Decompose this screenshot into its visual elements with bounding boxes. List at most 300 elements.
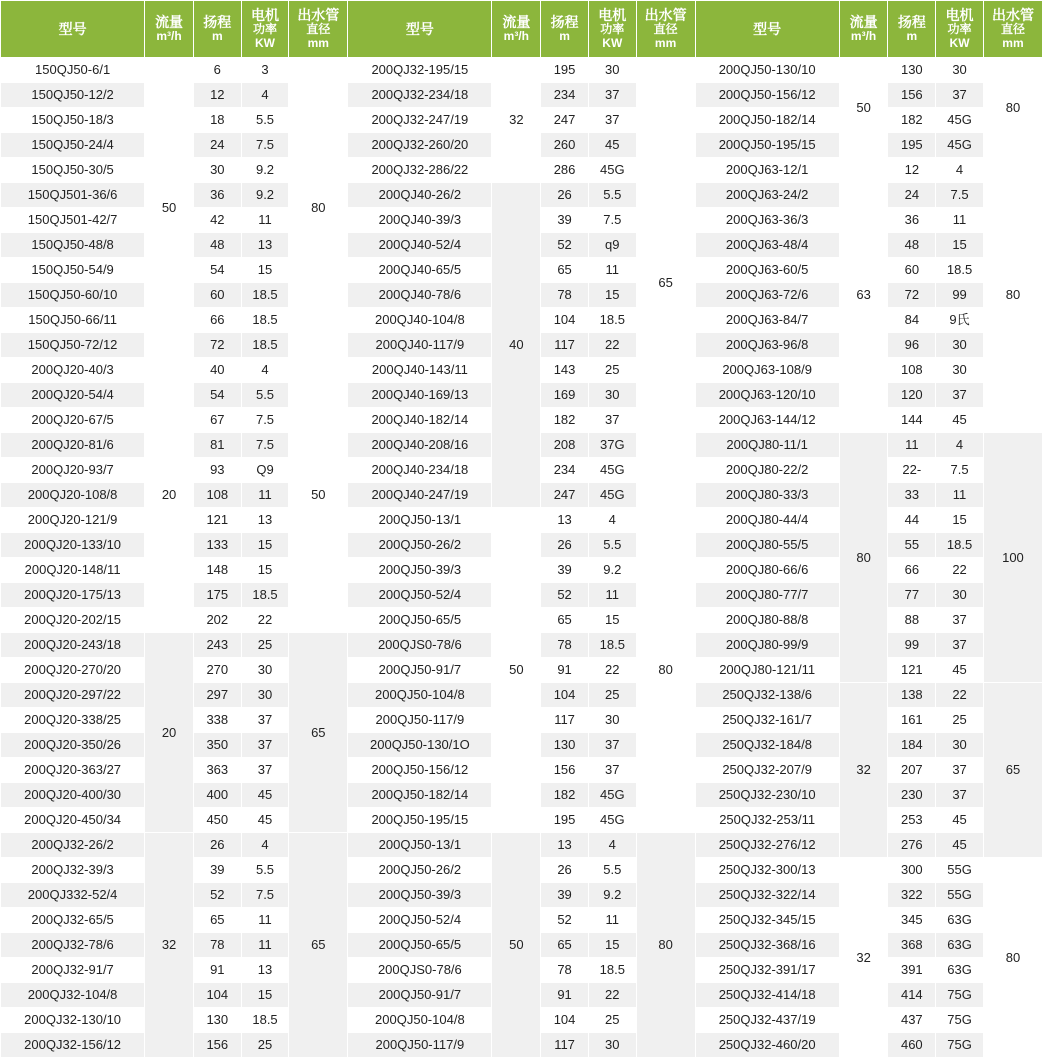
cell-model: 150QJ50-18/3 [1, 108, 145, 133]
cell-head: 368 [888, 933, 936, 958]
header-dia-1-unit: mm [307, 36, 329, 51]
cell-head: 345 [888, 908, 936, 933]
cell-power: 22 [588, 658, 636, 683]
cell-power: 18.5 [241, 1008, 289, 1033]
cell-head: 156 [193, 1033, 241, 1058]
cell-model: 200QJ40-39/3 [348, 208, 492, 233]
cell-power: 7.5 [241, 433, 289, 458]
cell-diameter: 65 [636, 58, 695, 508]
cell-power: 25 [588, 683, 636, 708]
cell-power: 18.5 [241, 308, 289, 333]
cell-power: 37G [588, 433, 636, 458]
table-body [1, 58, 1043, 1058]
cell-head: 156 [888, 83, 936, 108]
table-header [1, 1, 1043, 58]
cell-power: 7.5 [588, 208, 636, 233]
cell-model: 200QJ20-350/26 [1, 733, 145, 758]
cell-model: 250QJ32-437/19 [695, 1008, 839, 1033]
cell-diameter: 80 [983, 158, 1042, 433]
cell-model: 250QJ32-207/9 [695, 758, 839, 783]
cell-model: 200QJ50-13/1 [348, 508, 492, 533]
cell-model: 200QJ20-67/5 [1, 408, 145, 433]
cell-model: 200QJ32-104/8 [1, 983, 145, 1008]
cell-power: 45 [936, 808, 984, 833]
cell-head: 270 [193, 658, 241, 683]
cell-head: 195 [541, 58, 589, 83]
header-model-2 [348, 1, 492, 58]
cell-flow: 50 [492, 508, 541, 833]
header-model-3 [695, 1, 839, 58]
cell-model: 200QJ50-26/2 [348, 533, 492, 558]
cell-flow: 20 [145, 358, 194, 633]
cell-power: 55G [936, 883, 984, 908]
cell-head: 52 [193, 883, 241, 908]
cell-power: 13 [241, 958, 289, 983]
cell-power: 37 [936, 383, 984, 408]
cell-head: 40 [193, 358, 241, 383]
cell-power: 45G [588, 158, 636, 183]
cell-flow: 80 [839, 433, 888, 683]
cell-power: 7.5 [241, 883, 289, 908]
cell-model: 200QJ80-121/11 [695, 658, 839, 683]
cell-head: 130 [193, 1008, 241, 1033]
cell-head: 12 [888, 158, 936, 183]
cell-power: 63G [936, 908, 984, 933]
cell-model: 200QJ63-48/4 [695, 233, 839, 258]
cell-power: 7.5 [241, 408, 289, 433]
cell-model: 200QJ50-52/4 [348, 908, 492, 933]
cell-power: 30 [588, 1033, 636, 1058]
cell-head: 234 [541, 458, 589, 483]
cell-diameter: 80 [983, 58, 1042, 158]
cell-power: 7.5 [936, 183, 984, 208]
cell-model: 200QJ20-175/13 [1, 583, 145, 608]
header-power-2-unit: KW [602, 36, 623, 51]
header-head-2 [541, 1, 589, 58]
cell-power: 45 [936, 658, 984, 683]
cell-power: 18.5 [588, 308, 636, 333]
cell-flow: 32 [839, 858, 888, 1058]
cell-model: 200QJ50-130/10 [695, 58, 839, 83]
header-model-1-label: 型号 [58, 20, 87, 37]
cell-head: 36 [193, 183, 241, 208]
cell-head: 133 [193, 533, 241, 558]
header-flow-2-label: 流量 [502, 14, 531, 31]
cell-head: 104 [541, 308, 589, 333]
cell-model: 150QJ501-42/7 [1, 208, 145, 233]
cell-head: 144 [888, 408, 936, 433]
cell-power: 15 [241, 983, 289, 1008]
cell-model: 200QJ32-195/15 [348, 58, 492, 83]
cell-power: 45G [588, 783, 636, 808]
cell-flow: 32 [145, 833, 194, 1058]
header-dia-1-line2: 直径 [306, 22, 331, 37]
cell-power: 4 [241, 83, 289, 108]
cell-model: 200QJ50-52/4 [348, 583, 492, 608]
cell-power: 15 [588, 933, 636, 958]
cell-power: 11 [241, 483, 289, 508]
cell-model: 200QJ332-52/4 [1, 883, 145, 908]
cell-power: 5.5 [588, 858, 636, 883]
cell-model: 200QJ40-117/9 [348, 333, 492, 358]
cell-power: 37 [241, 758, 289, 783]
header-dia-3-line1: 出水管 [991, 7, 1034, 24]
cell-power: 22 [241, 608, 289, 633]
header-power-2-line1: 电机 [598, 7, 627, 24]
cell-model: 150QJ501-36/6 [1, 183, 145, 208]
cell-power: 45G [936, 133, 984, 158]
cell-head: 81 [193, 433, 241, 458]
cell-power: 37 [936, 83, 984, 108]
cell-model: 250QJ32-161/7 [695, 708, 839, 733]
header-head-1-unit: m [211, 29, 223, 44]
cell-model: 200QJ20-363/27 [1, 758, 145, 783]
cell-power: 55G [936, 858, 984, 883]
cell-head: 78 [541, 283, 589, 308]
header-head-1 [193, 1, 241, 58]
cell-model: 200QJ80-33/3 [695, 483, 839, 508]
cell-model: 200QJ20-40/3 [1, 358, 145, 383]
cell-head: 104 [193, 983, 241, 1008]
header-dia-2-unit: mm [654, 36, 677, 51]
cell-model: 250QJ32-322/14 [695, 883, 839, 908]
cell-head: 91 [541, 658, 589, 683]
cell-head: 350 [193, 733, 241, 758]
cell-power: 30 [936, 58, 984, 83]
cell-model: 250QJ32-184/8 [695, 733, 839, 758]
cell-power: 45 [241, 808, 289, 833]
cell-head: 42 [193, 208, 241, 233]
cell-power: 30 [936, 583, 984, 608]
cell-head: 96 [888, 333, 936, 358]
cell-model: 200QJ50-182/14 [348, 783, 492, 808]
cell-head: 84 [888, 308, 936, 333]
cell-head: 391 [888, 958, 936, 983]
cell-head: 26 [541, 533, 589, 558]
cell-head: 77 [888, 583, 936, 608]
cell-power: 15 [588, 283, 636, 308]
header-flow-3-unit: m³/h [850, 29, 877, 44]
cell-model: 200QJ20-243/18 [1, 633, 145, 658]
cell-head: 117 [541, 333, 589, 358]
table-row [1, 58, 1043, 83]
cell-head: 91 [193, 958, 241, 983]
cell-head: 44 [888, 508, 936, 533]
cell-head: 130 [541, 733, 589, 758]
cell-power: 9.2 [241, 183, 289, 208]
cell-model: 200QJ50-65/5 [348, 608, 492, 633]
cell-power: 30 [588, 383, 636, 408]
header-flow-3 [839, 1, 888, 58]
cell-model: 200QJ80-44/4 [695, 508, 839, 533]
cell-head: 24 [193, 133, 241, 158]
cell-diameter: 50 [289, 358, 348, 633]
cell-model: 200QJ20-148/11 [1, 558, 145, 583]
cell-power: 30 [241, 683, 289, 708]
cell-model: 200QJ40-169/13 [348, 383, 492, 408]
cell-power: 45G [936, 108, 984, 133]
header-model-2-label: 型号 [405, 20, 434, 37]
cell-model: 200QJ50-65/5 [348, 933, 492, 958]
cell-model: 200QJ32-234/18 [348, 83, 492, 108]
header-dia-1-line1: 出水管 [297, 7, 340, 24]
cell-head: 26 [193, 833, 241, 858]
cell-power: 11 [936, 483, 984, 508]
cell-power: 30 [588, 58, 636, 83]
cell-head: 322 [888, 883, 936, 908]
cell-head: 202 [193, 608, 241, 633]
cell-head: 230 [888, 783, 936, 808]
cell-power: 13 [241, 508, 289, 533]
cell-model: 200QJ50-104/8 [348, 1008, 492, 1033]
header-power-1-unit: KW [255, 36, 276, 51]
cell-head: 120 [888, 383, 936, 408]
cell-head: 104 [541, 1008, 589, 1033]
cell-head: 208 [541, 433, 589, 458]
cell-head: 169 [541, 383, 589, 408]
cell-model: 200QJ40-208/16 [348, 433, 492, 458]
cell-model: 200QJ80-66/6 [695, 558, 839, 583]
cell-power: 25 [588, 1008, 636, 1033]
cell-model: 200QJ20-450/34 [1, 808, 145, 833]
header-head-2-unit: m [559, 29, 570, 44]
cell-head: 60 [193, 283, 241, 308]
header-model-3-label: 型号 [753, 20, 782, 37]
cell-power: 45 [588, 133, 636, 158]
cell-power: 37 [588, 108, 636, 133]
cell-head: 78 [541, 633, 589, 658]
cell-head: 30 [193, 158, 241, 183]
cell-head: 65 [541, 608, 589, 633]
header-power-3-line2: 功率 [947, 22, 972, 37]
cell-power: Q9 [241, 458, 289, 483]
cell-power: 15 [588, 608, 636, 633]
cell-head: 39 [193, 858, 241, 883]
cell-diameter: 65 [983, 683, 1042, 858]
cell-model: 200QJ32-39/3 [1, 858, 145, 883]
cell-model: 200QJ50-195/15 [695, 133, 839, 158]
cell-power: 7.5 [936, 458, 984, 483]
cell-power: 22 [936, 558, 984, 583]
cell-power: 18.5 [241, 333, 289, 358]
cell-head: 6 [193, 58, 241, 83]
cell-model: 200QJ63-144/12 [695, 408, 839, 433]
cell-model: 200QJ32-260/20 [348, 133, 492, 158]
cell-power: 4 [936, 433, 984, 458]
cell-power: 45 [241, 783, 289, 808]
cell-model: 200QJ63-60/5 [695, 258, 839, 283]
cell-head: 99 [888, 633, 936, 658]
cell-model: 250QJ32-345/15 [695, 908, 839, 933]
header-power-1-line2: 功率 [253, 22, 278, 37]
cell-model: 200QJ20-400/30 [1, 783, 145, 808]
cell-model: 200QJ80-88/8 [695, 608, 839, 633]
cell-power: 25 [936, 708, 984, 733]
cell-model: 200QJS0-78/6 [348, 958, 492, 983]
cell-model: 200QJ63-108/9 [695, 358, 839, 383]
cell-head: 13 [541, 833, 589, 858]
cell-flow: 32 [492, 58, 541, 183]
cell-power: 30 [241, 658, 289, 683]
cell-model: 200QJ80-99/9 [695, 633, 839, 658]
header-power-1-line1: 电机 [251, 7, 280, 24]
cell-head: 260 [541, 133, 589, 158]
cell-model: 200QJ32-156/12 [1, 1033, 145, 1058]
cell-flow: 63 [839, 158, 888, 433]
cell-model: 200QJ50-26/2 [348, 858, 492, 883]
cell-power: 37 [241, 708, 289, 733]
cell-power: 22 [588, 333, 636, 358]
cell-head: 414 [888, 983, 936, 1008]
cell-head: 48 [193, 233, 241, 258]
header-power-3-line1: 电机 [945, 7, 974, 24]
cell-head: 78 [193, 933, 241, 958]
cell-head: 108 [193, 483, 241, 508]
cell-power: 18.5 [588, 633, 636, 658]
cell-model: 200QJ20-81/6 [1, 433, 145, 458]
cell-power: 5.5 [241, 108, 289, 133]
cell-head: 156 [541, 758, 589, 783]
cell-model: 250QJ32-414/18 [695, 983, 839, 1008]
cell-head: 52 [541, 583, 589, 608]
cell-model: 200QJ50-195/15 [348, 808, 492, 833]
cell-head: 247 [541, 483, 589, 508]
header-flow-1-unit: m³/h [156, 29, 182, 44]
cell-head: 182 [541, 783, 589, 808]
cell-power: 9.2 [588, 883, 636, 908]
cell-flow: 50 [145, 58, 194, 358]
header-head-1-label: 扬程 [203, 14, 232, 31]
cell-head: 33 [888, 483, 936, 508]
cell-head: 39 [541, 558, 589, 583]
cell-head: 175 [193, 583, 241, 608]
cell-diameter: 100 [983, 433, 1042, 683]
cell-power: 9.2 [588, 558, 636, 583]
cell-power: 15 [241, 258, 289, 283]
cell-head: 48 [888, 233, 936, 258]
cell-model: 200QJ40-26/2 [348, 183, 492, 208]
cell-model: 200QJ40-104/8 [348, 308, 492, 333]
cell-model: 200QJ32-26/2 [1, 833, 145, 858]
cell-power: 45G [588, 458, 636, 483]
cell-model: 200QJ50-156/12 [695, 83, 839, 108]
cell-model: 200QJ20-133/10 [1, 533, 145, 558]
cell-power: 30 [936, 358, 984, 383]
cell-model: 200QJ40-247/19 [348, 483, 492, 508]
cell-head: 117 [541, 1033, 589, 1058]
cell-model: 200QJ80-11/1 [695, 433, 839, 458]
cell-model: 200QJ63-120/10 [695, 383, 839, 408]
cell-diameter: 80 [636, 508, 695, 833]
header-dia-2-line1: 出水管 [644, 7, 687, 24]
cell-power: 7.5 [241, 133, 289, 158]
header-flow-2 [492, 1, 541, 58]
cell-head: 437 [888, 1008, 936, 1033]
cell-head: 24 [888, 183, 936, 208]
cell-head: 121 [888, 658, 936, 683]
cell-model: 200QJ50-117/9 [348, 1033, 492, 1058]
cell-head: 253 [888, 808, 936, 833]
cell-head: 54 [193, 258, 241, 283]
cell-model: 200QJ50-13/1 [348, 833, 492, 858]
cell-head: 78 [541, 958, 589, 983]
cell-power: 5.5 [241, 383, 289, 408]
cell-model: 200QJ50-91/7 [348, 983, 492, 1008]
cell-power: 18.5 [241, 283, 289, 308]
cell-power: 63G [936, 933, 984, 958]
cell-model: 250QJ32-368/16 [695, 933, 839, 958]
header-power-2-line2: 功率 [600, 22, 625, 37]
cell-power: 30 [936, 333, 984, 358]
cell-power: 4 [588, 833, 636, 858]
cell-power: 9.2 [241, 158, 289, 183]
cell-model: 150QJ50-72/12 [1, 333, 145, 358]
cell-model: 200QJ20-297/22 [1, 683, 145, 708]
cell-model: 200QJ32-65/5 [1, 908, 145, 933]
cell-power: 18.5 [241, 583, 289, 608]
cell-power: 37 [936, 633, 984, 658]
cell-power: 15 [241, 533, 289, 558]
cell-power: 63G [936, 958, 984, 983]
header-model-1 [1, 1, 145, 58]
cell-model: 200QJ50-182/14 [695, 108, 839, 133]
cell-power: 45G [588, 808, 636, 833]
cell-head: 72 [888, 283, 936, 308]
cell-model: 200QJ40-143/11 [348, 358, 492, 383]
cell-model: 150QJ50-30/5 [1, 158, 145, 183]
cell-model: 200QJ80-22/2 [695, 458, 839, 483]
cell-model: 250QJ32-253/11 [695, 808, 839, 833]
cell-model: 200QJ20-108/8 [1, 483, 145, 508]
cell-power: 45 [936, 833, 984, 858]
cell-power: 5.5 [241, 858, 289, 883]
cell-model: 200QJ40-52/4 [348, 233, 492, 258]
cell-model: 200QJ32-130/10 [1, 1008, 145, 1033]
header-power-3 [936, 1, 984, 58]
cell-head: 26 [541, 183, 589, 208]
cell-diameter: 65 [289, 633, 348, 833]
cell-model: 200QJ40-234/18 [348, 458, 492, 483]
cell-model: 200QJ20-202/15 [1, 608, 145, 633]
cell-power: 11 [588, 908, 636, 933]
cell-flow: 50 [492, 833, 541, 1058]
header-head-3-unit: m [906, 29, 918, 44]
cell-head: 12 [193, 83, 241, 108]
cell-head: 148 [193, 558, 241, 583]
cell-power: 13 [241, 233, 289, 258]
cell-flow: 32 [839, 683, 888, 858]
cell-model: 200QJ50-104/8 [348, 683, 492, 708]
cell-power: 37 [936, 608, 984, 633]
cell-model: 200QJ63-24/2 [695, 183, 839, 208]
cell-model: 150QJ50-54/9 [1, 258, 145, 283]
cell-head: 65 [541, 933, 589, 958]
cell-model: 200QJ20-121/9 [1, 508, 145, 533]
cell-model: 200QJS0-78/6 [348, 633, 492, 658]
header-head-3-label: 扬程 [897, 14, 926, 31]
cell-power: 37 [588, 758, 636, 783]
cell-power: 11 [241, 933, 289, 958]
cell-head: 39 [541, 208, 589, 233]
cell-power: 37 [588, 733, 636, 758]
cell-power: 37 [241, 733, 289, 758]
header-dia-3-unit: mm [1002, 36, 1024, 51]
cell-power: 3 [241, 58, 289, 83]
cell-power: 75G [936, 983, 984, 1008]
cell-power: 4 [241, 833, 289, 858]
header-head-3 [888, 1, 936, 58]
cell-model: 250QJ32-230/10 [695, 783, 839, 808]
